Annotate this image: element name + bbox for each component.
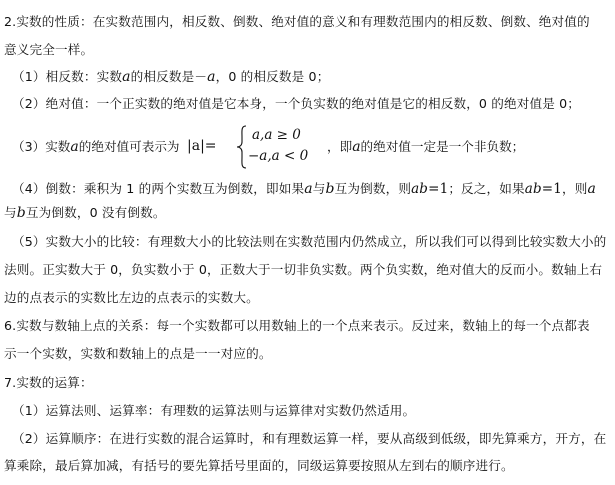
section-2-line-2: 意义完全一样。 xyxy=(4,42,94,57)
formula-lead-text xyxy=(12,139,180,155)
item-opposite-suffix: ，0 的相反数是 0； xyxy=(215,69,330,84)
item-opposite-mid: 的相反数是－ xyxy=(130,69,208,84)
section-6-line-1: 6.实数与数轴上点的关系：每一个实数都可以用数轴上的一个点来表示。反过来，数轴上的每一个点都表 xyxy=(4,318,590,333)
variable-a: a xyxy=(352,139,361,155)
variable-a: a xyxy=(70,139,79,155)
variable-a: a xyxy=(122,69,131,85)
section-7-item-1: （1）运算法则、运算率：有理数的运算法则与运算律对实数仍然适用。 xyxy=(12,403,416,418)
equals-one: =1 xyxy=(541,181,562,197)
reciprocal-mid-3: ；反之，如果 xyxy=(448,181,525,196)
reciprocal-mid-2: 互为倒数，则 xyxy=(334,181,412,196)
reciprocal-mid-4: ，则 xyxy=(561,181,588,196)
section-7-item-2-line-1: （2）运算顺序：在进行实数的混合运算时，和有理数运算一样，要从高级到低级，即先算乘方，开方，在 xyxy=(12,431,607,446)
item-comparison-line-1: （5）实数大小的比较：有理数大小的比较法则在实数范围内仍然成立，所以我们可以得到比较实数大小的 xyxy=(12,234,607,249)
item-absolute-value: （2）绝对值：一个正实数的绝对值是它本身，一个负实数的绝对值是它的相反数，0 的绝对值是 0； xyxy=(12,96,581,111)
variable-b: b xyxy=(16,205,26,221)
equals-one: =1 xyxy=(428,181,449,197)
piecewise-case-2: −a,a < 0 xyxy=(248,148,309,164)
item-opposite-number xyxy=(12,69,609,85)
formula-tail-prefix: ，即 xyxy=(327,139,353,154)
left-brace-icon xyxy=(236,125,248,169)
variable-a: a xyxy=(304,181,313,197)
reciprocal-mid-1: 与 xyxy=(312,181,326,196)
item-opposite-prefix: （1）相反数：实数 xyxy=(12,69,123,84)
section-6-line-2: 示一个实数，实数和数轴上的点是一一对应的。 xyxy=(4,346,272,361)
section-7-title: 7.实数的运算： xyxy=(4,375,93,390)
product-ab: ab xyxy=(524,181,542,197)
reciprocal-prefix: （4）倒数：乘积为 1 的两个实数互为倒数，即如果 xyxy=(12,181,305,196)
item-comparison-line-2: 法则。正实数大于 0，负实数小于 0，正数大于一切非负实数。两个负实数，绝对值大的反而小。数轴上右 xyxy=(4,262,603,277)
section-7-item-2-line-2: 算乘除，最后算加减，有括号的要先算括号里面的，同级运算要按照从左到右的顺序进行。 xyxy=(4,458,514,473)
variable-a: a xyxy=(207,69,216,85)
variable-a: a xyxy=(587,181,596,197)
piecewise-case-1: a,a ≥ 0 xyxy=(252,127,301,143)
reciprocal-line2-prefix: 与 xyxy=(4,205,17,220)
item-comparison-line-3: 边的点表示的实数比左边的点表示的实数大。 xyxy=(4,290,259,305)
section-2-line-1: 2.实数的性质：在实数范围内，相反数、倒数、绝对值的意义和有理数范围内的相反数、倒数、绝对值的 xyxy=(4,14,590,29)
item-reciprocal-line-2 xyxy=(4,205,609,221)
formula-lead-prefix: （3）实数 xyxy=(12,139,71,154)
variable-b: b xyxy=(325,181,335,197)
formula-lead-suffix: 的绝对值可表示为 xyxy=(78,139,180,154)
reciprocal-line2-suffix: 互为倒数，0 没有倒数。 xyxy=(25,205,166,220)
absolute-value-expression: |a|= xyxy=(187,138,217,154)
item-reciprocal-line-1 xyxy=(12,181,609,197)
product-ab: ab xyxy=(411,181,429,197)
formula-tail-text xyxy=(327,139,524,155)
absolute-value-formula-block xyxy=(12,125,602,171)
formula-tail-suffix: 的绝对值一定是一个非负数； xyxy=(360,139,525,154)
